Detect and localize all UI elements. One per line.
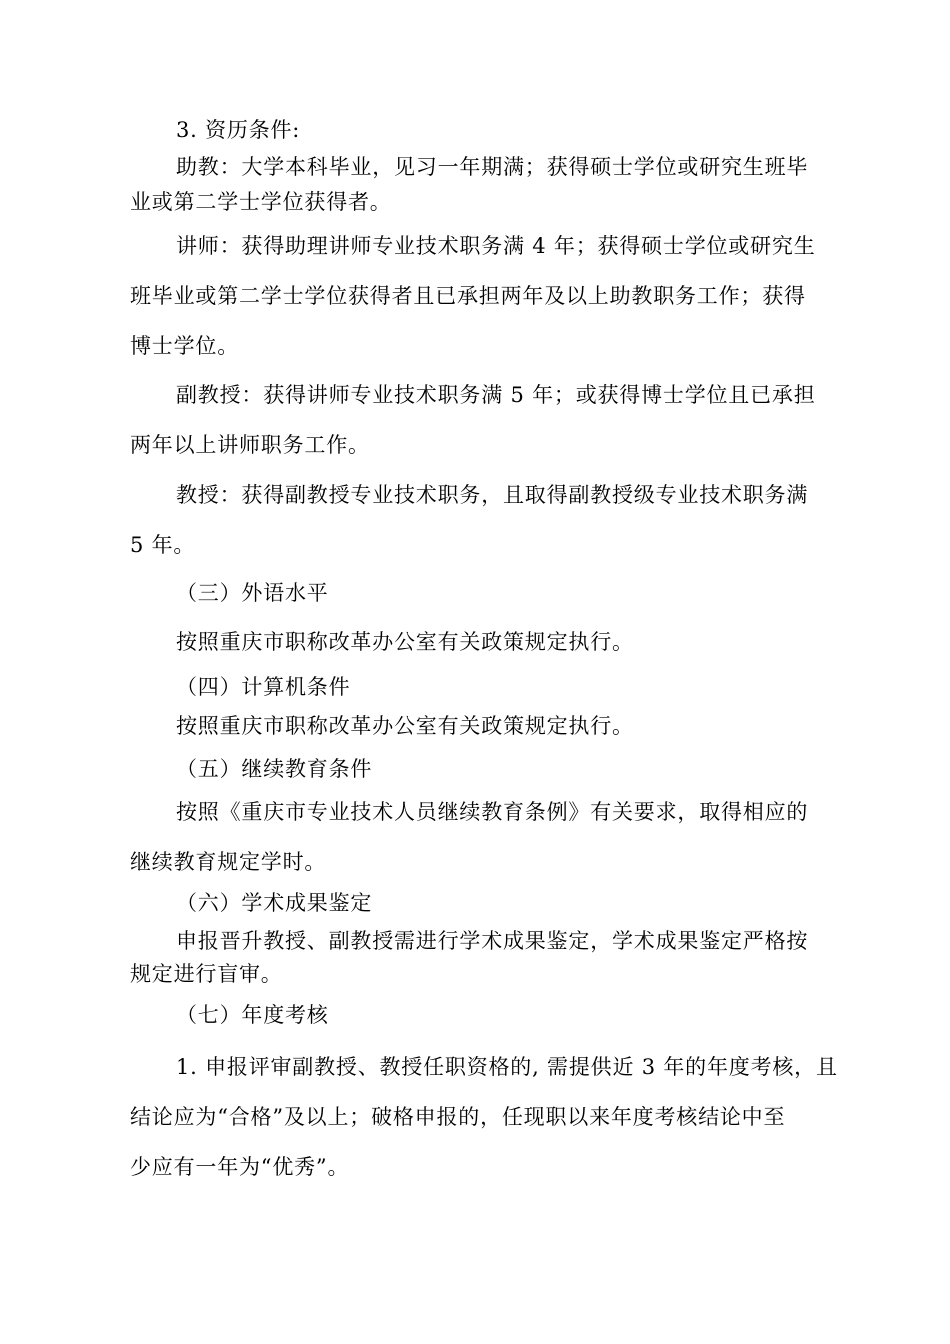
section-heading-continuing-education: （五）继续教育条件 xyxy=(176,757,373,781)
text-line-lecturer: 讲师：获得助理讲师专业技术职务满 4 年；获得硕士学位或研究生 xyxy=(176,234,816,258)
text-line-qualification-heading: 3. 资历条件: xyxy=(176,118,301,142)
text-line-continuing-education-cont: 继续教育规定学时。 xyxy=(130,850,327,874)
section-heading-foreign-language: （三）外语水平 xyxy=(176,581,329,605)
text-line-associate-professor-cont: 两年以上讲师职务工作。 xyxy=(130,433,370,457)
text-line-assistant-cont: 业或第二学士学位获得者。 xyxy=(130,190,392,214)
text-line-annual-assessment: 1. 申报评审副教授、教授任职资格的, 需提供近 3 年的年度考核，且 xyxy=(176,1055,838,1079)
text-line-professor-cont: 5 年。 xyxy=(130,533,196,557)
text-line-associate-professor: 副教授：获得讲师专业技术职务满 5 年；或获得博士学位且已承担 xyxy=(176,383,816,407)
text-line-lecturer-cont-1: 班毕业或第二学士学位获得者且已承担两年及以上助教职务工作；获得 xyxy=(130,284,806,308)
text-line-academic-evaluation-cont: 规定进行盲审。 xyxy=(130,962,283,986)
text-line-computer: 按照重庆市职称改革办公室有关政策规定执行。 xyxy=(176,714,634,738)
text-line-lecturer-cont-2: 博士学位。 xyxy=(130,334,239,358)
section-heading-annual-assessment: （七）年度考核 xyxy=(176,1003,329,1027)
text-line-assistant: 助教：大学本科毕业，见习一年期满；获得硕士学位或研究生班毕 xyxy=(176,155,809,179)
section-heading-academic-evaluation: （六）学术成果鉴定 xyxy=(176,891,373,915)
text-line-continuing-education: 按照《重庆市专业技术人员继续教育条例》有关要求，取得相应的 xyxy=(176,800,809,824)
text-line-academic-evaluation: 申报晋升教授、副教授需进行学术成果鉴定，学术成果鉴定严格按 xyxy=(176,929,809,953)
text-line-annual-assessment-cont-2: 少应有一年为“优秀”。 xyxy=(130,1155,350,1179)
text-line-professor: 教授：获得副教授专业技术职务，且取得副教授级专业技术职务满 xyxy=(176,483,809,507)
text-line-annual-assessment-cont-1: 结论应为“合格”及以上；破格申报的，任现职以来年度考核结论中至 xyxy=(130,1105,786,1129)
section-heading-computer: （四）计算机条件 xyxy=(176,675,351,699)
text-line-foreign-language: 按照重庆市职称改革办公室有关政策规定执行。 xyxy=(176,630,634,654)
